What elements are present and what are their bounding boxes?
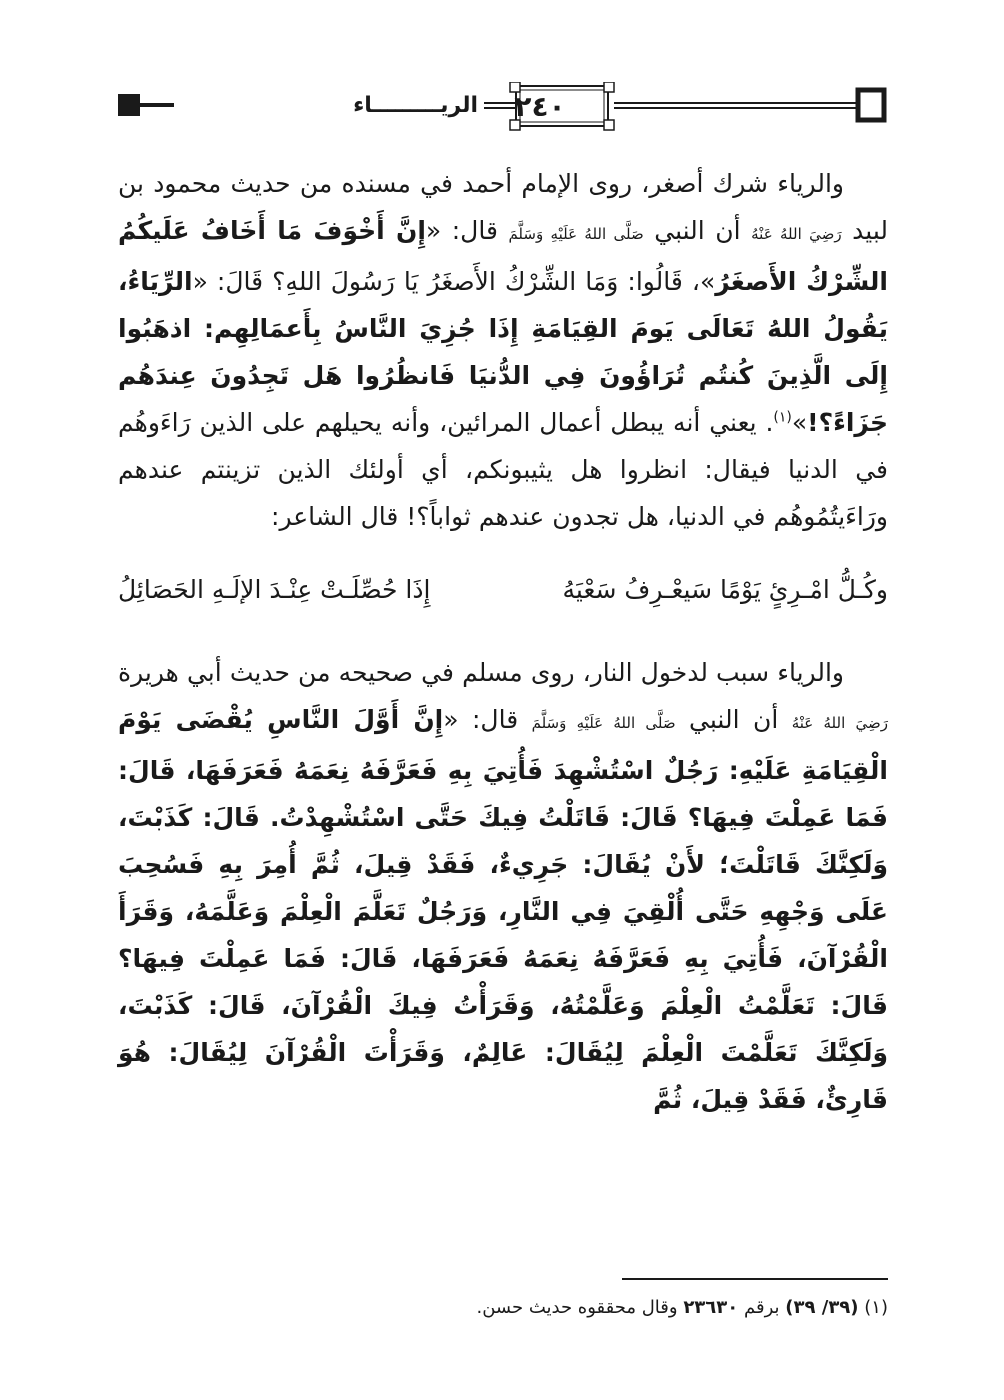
body-text: »، قَالُوا: وَمَا الشِّرْكُ الأَصغَرُ يَا رَسُولَ اللهِ؟ قَالَ: « [192, 267, 716, 296]
footnote-1 [118, 1290, 888, 1326]
running-title: الريـــــــــاء [174, 88, 484, 124]
page-number: ٢٤٠ [514, 90, 566, 123]
verse-second-hemistich: إِذَا حُصِّلَـتْ عِنْـدَ الإلَـهِ الحَصَائِلُ [118, 575, 431, 604]
verse-first-hemistich: وكُـلُّ امْـرِئٍ يَوْمًا سَيعْـرِفُ سَعْيَهُ [562, 575, 888, 604]
body-text: أن النبي [643, 216, 752, 245]
header-right-square-icon [858, 90, 884, 120]
body-text: قال: « [443, 705, 532, 734]
body-text: . يعني أنه يبطل أعمال المرائين، وأنه يحيلهم على الذين رَاءَوهُم في الدنيا فيقال: انظروا هل يثيبونكم، أي أولئك الذين تزينتم عندهم ورَاءَيتُمُوهُم في الدنيا، هل تجدون عندهم ثواباً؟! قال الشاعر: [118, 408, 888, 531]
body-text: قال: « [425, 216, 509, 245]
header-left-block-icon [118, 94, 140, 116]
body-text: » [791, 408, 808, 437]
hadith-text: إِنَّ أَوَّلَ النَّاسِ يُقْضَى يَوْمَ الْقِيَامَةِ عَلَيْهِ: رَجُلٌ اسْتُشْهِدَ فَأُتِيَ بِهِ فَعَرَّفَهُ نِعَمَهُ فَعَرَفَهَا، قَالَ: فَمَا عَمِلْتَ فِيهَا؟ قَالَ: قَاتَلْتُ فِيكَ حَتَّى اسْتُشْهِدْتُ. قَالَ: كَذَبْتَ، وَلَكِنَّكَ قَاتَلْتَ؛ لأَنْ يُقَالَ: جَرِيءٌ، فَقَدْ قِيلَ، ثُمَّ أُمِرَ بِهِ فَسُحِبَ عَلَى وَجْهِهِ حَتَّى أُلْقِيَ فِي النَّارِ، وَرَجُلٌ تَعَلَّمَ الْعِلْمَ وَعَلَّمَهُ، وَقَرَأَ الْقُرْآنَ، فَأُتِيَ بِهِ فَعَرَّفَهُ نِعَمَهُ فَعَرَفَهَا، قَالَ: فَمَا عَمِلْتَ فِيهَا؟ قَالَ: تَعَلَّمْتُ الْعِلْمَ وَعَلَّمْتُهُ، وَقَرَأْتُ فِيكَ الْقُرْآنَ، قَالَ: كَذَبْتَ، وَلَكِنَّكَ تَعَلَّمْتَ الْعِلْمَ لِيُقَالَ: عَالِمٌ، وَقَرَأْتَ الْقُرْآنَ لِيُقَالَ: هُوَ قَارِئٌ، فَقَدْ قِيلَ، ثُمَّ [118, 705, 888, 1114]
footnote-separator [622, 1278, 888, 1280]
footnote-citation: (٣٩/ ٣٩) [785, 1297, 859, 1318]
honorific-text: صَلَّى اللهُ عَلَيْهِ وَسَلَّمَ [531, 714, 676, 732]
honorific-text: صَلَّى اللهُ عَلَيْهِ وَسَلَّمَ [508, 225, 644, 243]
footnote-reference: (١) [773, 409, 792, 426]
body-text: أن النبي [675, 705, 792, 734]
running-header [116, 82, 888, 132]
honorific-text: رَضِيَ اللهُ عَنْهُ [751, 225, 842, 243]
hadith-text: إِنَّ أَخْوَفَ مَا أَخَافُ عَلَيكُمُ الشِّرْكُ الأَصغَرُ [118, 216, 888, 296]
footnote-record-number: ٢٣٦٣٠ [683, 1297, 739, 1318]
footnote-grading: وقال محققوه حديث حسن. [476, 1297, 678, 1318]
page-body [118, 160, 888, 1123]
body-text: والرياء سبب لدخول النار، روى مسلم في صحيحه من حديث أبي هريرة [118, 658, 844, 687]
honorific-text: رَضِيَ اللهُ عَنْهُ [791, 714, 888, 732]
footnote-label: برقم [743, 1297, 780, 1318]
body-text: والرياء شرك أصغر، روى الإمام أحمد في مسنده من حديث محمود بن لبيد [118, 169, 888, 245]
paragraph-riya-minor-shirk [118, 160, 888, 540]
paragraph-riya-cause-of-fire [118, 649, 888, 1123]
hadith-text: الرِّيَاءُ، يَقُولُ اللهُ تَعَالَى يَومَ القِيَامَةِ إِذَا جُزِيَ النَّاسُ بِأَعمَالِهِم: اذهَبُوا إِلَى الَّذِينَ كُنتُم تُرَاؤُونَ فِي الدُّنيَا فَانظُرُوا هَل تَجِدُونَ عِندَهُم جَزَاءً؟! [118, 267, 888, 437]
poetry-verse [118, 566, 888, 613]
footnote-number: (١) [864, 1297, 888, 1318]
